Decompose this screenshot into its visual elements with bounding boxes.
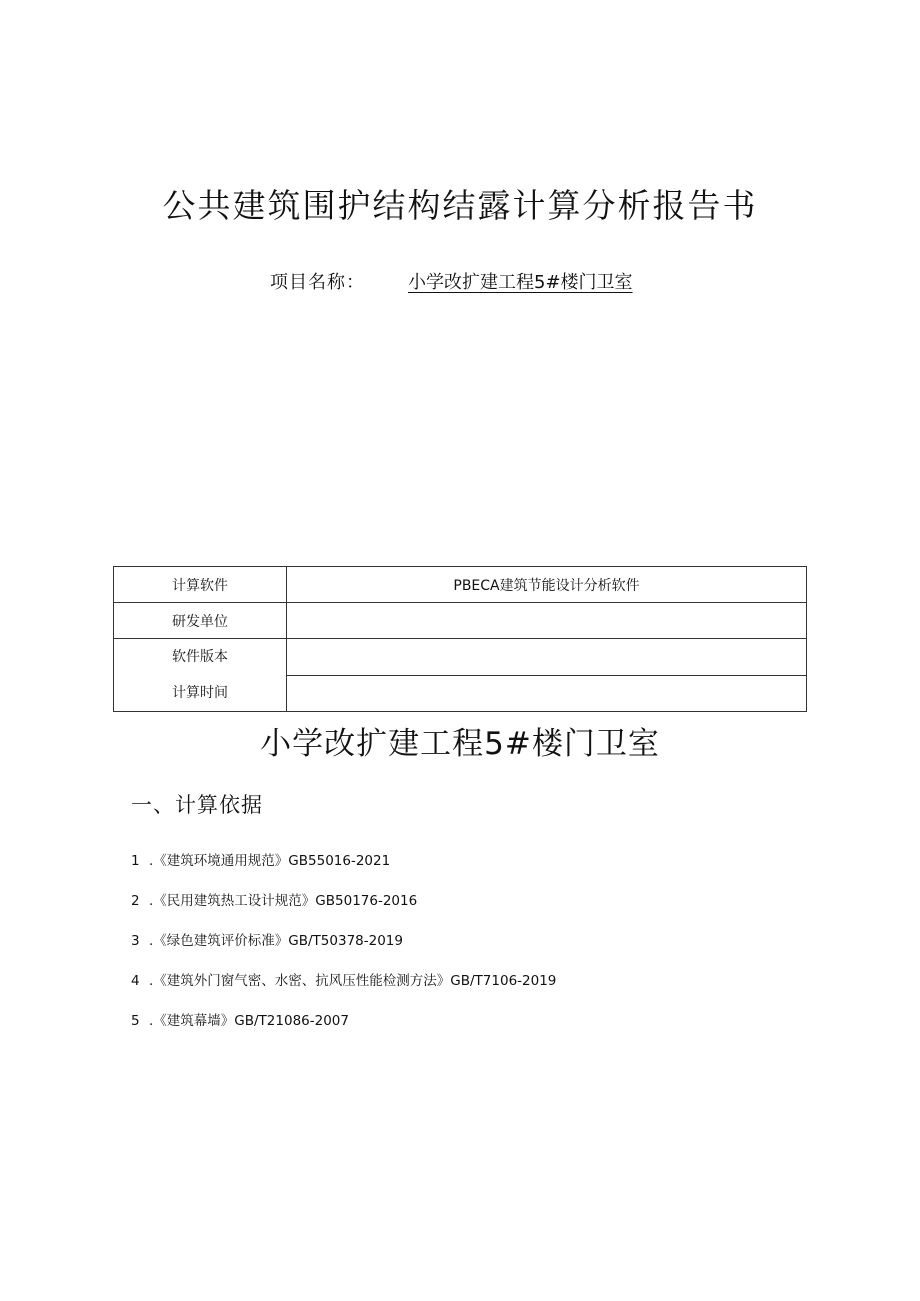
- reference-number: 4: [131, 973, 140, 989]
- table-row: [114, 603, 807, 639]
- info-table: [113, 566, 807, 712]
- reference-text: .《建筑外门窗气密、水密、抗风压性能检测方法》GB/T7106-2019: [149, 973, 557, 989]
- reference-text: .《民用建筑热工设计规范》GB50176-2016: [149, 893, 418, 909]
- reference-item: [131, 849, 390, 869]
- software-value: PBECA建筑节能设计分析软件: [287, 567, 807, 603]
- reference-item: [131, 889, 417, 909]
- report-title: 公共建筑围护结构结露计算分析报告书: [162, 186, 758, 225]
- version-time-label-cell: [114, 639, 287, 712]
- reference-item: [131, 929, 403, 949]
- reference-number: 2: [131, 893, 140, 909]
- project-name-value: 小学改扩建工程5#楼门卫室: [408, 272, 633, 293]
- software-label: 计算软件: [114, 567, 287, 603]
- reference-text: .《建筑环境通用规范》GB55016-2021: [149, 853, 391, 869]
- table-row: [114, 567, 807, 603]
- section-title-basis: 一、计算依据: [131, 793, 263, 817]
- version-value: [287, 639, 807, 676]
- developer-label: 研发单位: [114, 603, 287, 639]
- reference-number: 5: [131, 1013, 140, 1029]
- time-value: [287, 675, 807, 712]
- time-label: 计算时间: [172, 685, 228, 701]
- reference-item: [131, 969, 556, 989]
- reference-text: .《建筑幕墙》GB/T21086-2007: [149, 1013, 349, 1029]
- reference-text: .《绿色建筑评价标准》GB/T50378-2019: [149, 933, 403, 949]
- reference-item: [131, 1009, 349, 1029]
- project-subtitle: 小学改扩建工程5#楼门卫室: [260, 726, 660, 762]
- version-label: 软件版本: [172, 649, 228, 665]
- table-row: [114, 639, 807, 676]
- reference-number: 3: [131, 933, 140, 949]
- project-name-label: 项目名称：: [270, 272, 365, 293]
- reference-number: 1: [131, 853, 140, 869]
- developer-value: [287, 603, 807, 639]
